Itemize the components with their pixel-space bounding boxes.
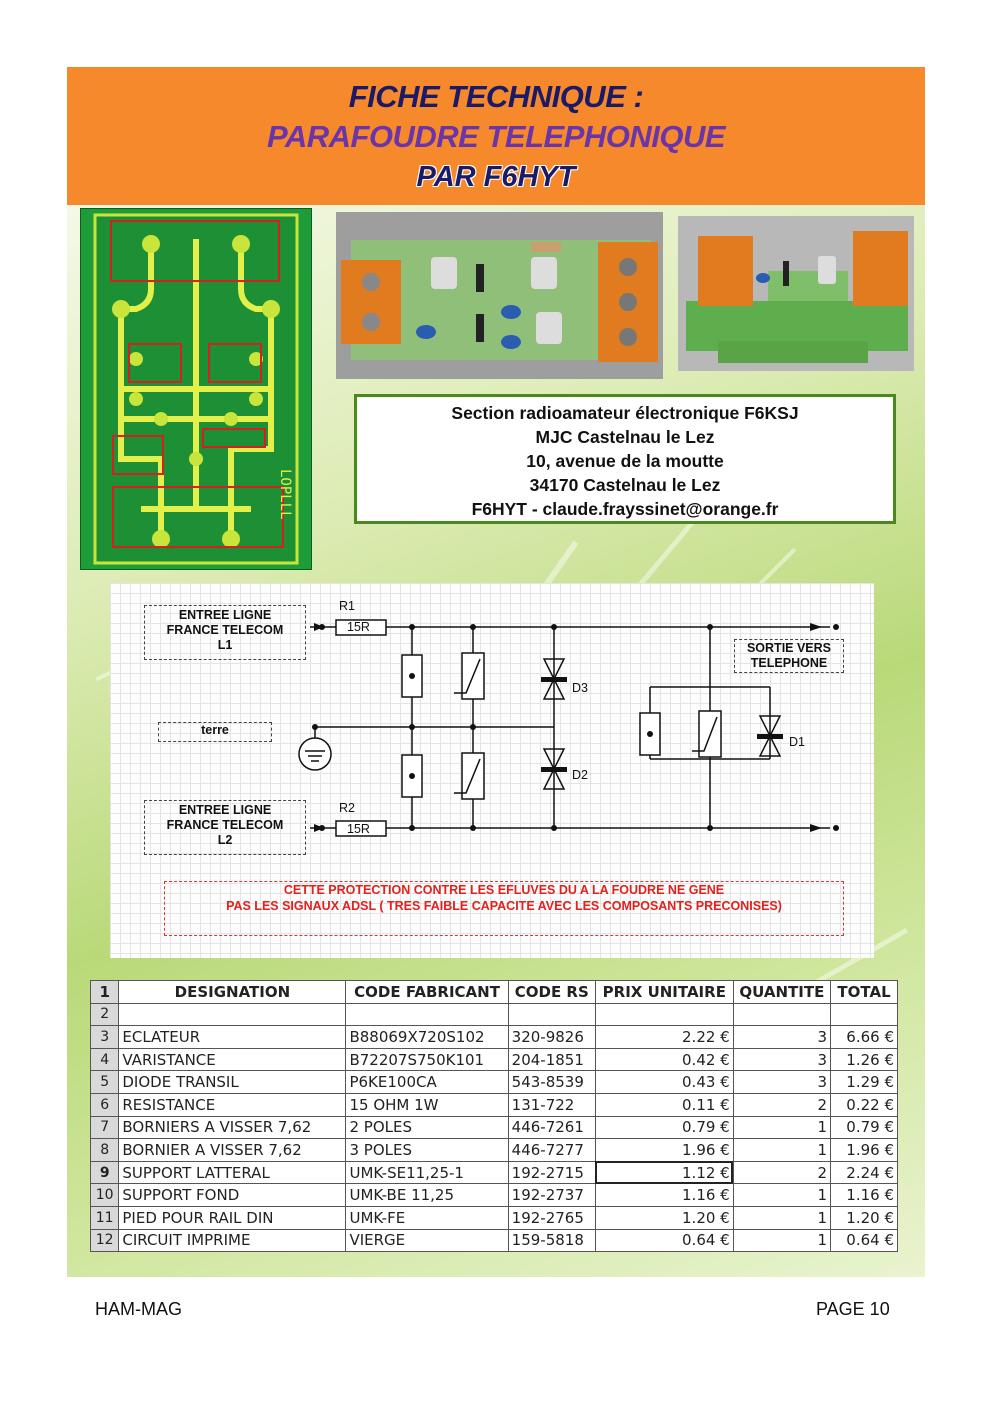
table-cell[interactable]: 0.79 € [595, 1116, 733, 1139]
ground-label: terre [158, 722, 272, 742]
table-cell[interactable]: 1 [733, 1116, 830, 1139]
address-line-5: F6HYT - claude.frayssinet@orange.fr [471, 499, 779, 519]
table-cell[interactable]: 3 POLES [346, 1139, 508, 1162]
table-cell[interactable]: 0.64 € [595, 1229, 733, 1252]
table-row [91, 1093, 898, 1116]
table-cell[interactable]: 1 [733, 1139, 830, 1162]
table-cell[interactable]: 1.29 € [831, 1071, 898, 1094]
table-cell[interactable]: 0.11 € [595, 1093, 733, 1116]
table-cell[interactable]: 15 OHM 1W [346, 1093, 508, 1116]
row-number[interactable]: 11 [91, 1206, 119, 1229]
table-row [91, 1139, 898, 1162]
table-cell[interactable]: 1.12 € [595, 1161, 733, 1184]
row-number[interactable]: 3 [91, 1026, 119, 1049]
table-cell[interactable]: VIERGE [346, 1229, 508, 1252]
schematic-diagram [110, 583, 874, 958]
table-cell[interactable]: B72207S750K101 [346, 1048, 508, 1071]
address-line-3: 10, avenue de la moutte [526, 451, 724, 471]
table-row [91, 1003, 898, 1026]
address-line-2: MJC Castelnau le Lez [535, 427, 715, 447]
d3-label: D3 [572, 681, 588, 695]
table-cell[interactable]: 0.79 € [831, 1116, 898, 1139]
adsl-note: CETTE PROTECTION CONTRE LES EFLUVES DU A LA FOUDRE NE GENE PAS LES SIGNAUX ADSL ( TRES FAIBLE CAPACITE AVEC LES COMPOSANTS PRECONISES) [164, 881, 844, 936]
table-row [91, 1071, 898, 1094]
table-cell[interactable]: 2 [733, 1093, 830, 1116]
row-number[interactable]: 7 [91, 1116, 119, 1139]
table-cell[interactable]: 0.42 € [595, 1048, 733, 1071]
column-header[interactable]: TOTAL [831, 981, 898, 1004]
row-number[interactable]: 12 [91, 1229, 119, 1252]
table-cell[interactable]: 446-7277 [508, 1139, 595, 1162]
input-l2-label: ENTREE LIGNE FRANCE TELECOM L2 [144, 800, 306, 855]
parts-table-body [91, 981, 898, 1252]
table-cell[interactable] [831, 1003, 898, 1026]
table-cell[interactable]: 1.26 € [831, 1048, 898, 1071]
table-row [91, 1116, 898, 1139]
table-row [91, 1048, 898, 1071]
row-number[interactable]: 1 [91, 981, 119, 1004]
table-cell[interactable]: ECLATEUR [119, 1026, 346, 1049]
table-cell[interactable]: 2.22 € [595, 1026, 733, 1049]
table-cell[interactable]: 2.24 € [831, 1161, 898, 1184]
pcb-layout-image [80, 208, 312, 570]
table-cell[interactable]: DIODE TRANSIL [119, 1071, 346, 1094]
r1-name: R1 [339, 599, 355, 613]
table-cell[interactable]: 320-9826 [508, 1026, 595, 1049]
title-line-3: PAR F6HYT [416, 161, 576, 193]
svg-text:LOPLLL: LOPLLL [277, 469, 293, 520]
table-cell[interactable]: 1.20 € [595, 1206, 733, 1229]
table-cell[interactable]: B88069X720S102 [346, 1026, 508, 1049]
table-cell[interactable]: UMK-BE 11,25 [346, 1184, 508, 1207]
row-number[interactable]: 10 [91, 1184, 119, 1207]
table-cell[interactable]: 1 [733, 1229, 830, 1252]
page-number: PAGE 10 [816, 1299, 890, 1319]
table-cell[interactable]: BORNIER A VISSER 7,62 [119, 1139, 346, 1162]
row-number[interactable]: 4 [91, 1048, 119, 1071]
input-l1-label: ENTREE LIGNE FRANCE TELECOM L1 [144, 605, 306, 660]
column-header[interactable]: CODE FABRICANT [346, 981, 508, 1004]
d2-label: D2 [572, 768, 588, 782]
table-header-row [91, 981, 898, 1004]
table-cell[interactable]: 3 [733, 1026, 830, 1049]
table-cell[interactable]: 1.16 € [595, 1184, 733, 1207]
r2-name: R2 [339, 801, 355, 815]
table-cell[interactable]: 0.43 € [595, 1071, 733, 1094]
column-header[interactable]: PRIX UNITAIRE [595, 981, 733, 1004]
din-rail-module-photo [678, 216, 914, 371]
table-cell[interactable]: SUPPORT LATTERAL [119, 1161, 346, 1184]
table-cell[interactable]: 543-8539 [508, 1071, 595, 1094]
table-row [91, 1161, 898, 1184]
table-cell[interactable]: 159-5818 [508, 1229, 595, 1252]
table-cell[interactable]: 2 POLES [346, 1116, 508, 1139]
column-header[interactable]: QUANTITE [733, 981, 830, 1004]
table-cell[interactable]: 1.20 € [831, 1206, 898, 1229]
table-cell[interactable]: RESISTANCE [119, 1093, 346, 1116]
table-cell[interactable]: 0.64 € [831, 1229, 898, 1252]
magazine-name: HAM-MAG [95, 1299, 182, 1319]
row-number[interactable]: 2 [91, 1003, 119, 1026]
table-cell[interactable] [346, 1003, 508, 1026]
table-cell[interactable]: UMK-SE11,25-1 [346, 1161, 508, 1184]
table-cell[interactable]: CIRCUIT IMPRIME [119, 1229, 346, 1252]
table-cell[interactable]: 204-1851 [508, 1048, 595, 1071]
title-line-1: FICHE TECHNIQUE : [348, 79, 644, 114]
schematic-wiring [110, 583, 874, 883]
address-line-4: 34170 Castelnau le Lez [529, 475, 721, 495]
table-cell[interactable]: 192-2737 [508, 1184, 595, 1207]
r1-value: 15R [347, 620, 370, 634]
row-number[interactable]: 6 [91, 1093, 119, 1116]
title-banner [67, 67, 925, 205]
address-line-1: Section radioamateur électronique F6KSJ [451, 403, 799, 423]
table-cell[interactable]: 6.66 € [831, 1026, 898, 1049]
table-cell[interactable]: 192-2765 [508, 1206, 595, 1229]
table-cell[interactable]: BORNIERS A VISSER 7,62 [119, 1116, 346, 1139]
output-phone-label: SORTIE VERS TELEPHONE [734, 639, 844, 673]
table-cell[interactable]: 2 [733, 1161, 830, 1184]
table-cell[interactable]: 131-722 [508, 1093, 595, 1116]
table-cell[interactable] [595, 1003, 733, 1026]
table-cell[interactable]: 3 [733, 1071, 830, 1094]
table-cell[interactable]: UMK-FE [346, 1206, 508, 1229]
table-cell[interactable]: 192-2715 [508, 1161, 595, 1184]
column-header[interactable]: DESIGNATION [119, 981, 346, 1004]
title-line-2: PARAFOUDRE TELEPHONIQUE [266, 119, 726, 154]
table-row [91, 1026, 898, 1049]
assembled-board-photo [336, 212, 663, 379]
table-cell[interactable]: 0.22 € [831, 1093, 898, 1116]
table-row [91, 1229, 898, 1252]
table-cell[interactable]: PIED POUR RAIL DIN [119, 1206, 346, 1229]
table-cell[interactable]: 1.16 € [831, 1184, 898, 1207]
table-row [91, 1184, 898, 1207]
table-row [91, 1206, 898, 1229]
table-cell[interactable]: SUPPORT FOND [119, 1184, 346, 1207]
table-cell[interactable]: 1.96 € [831, 1139, 898, 1162]
parts-list-table [90, 980, 898, 1252]
row-number[interactable]: 8 [91, 1139, 119, 1162]
d1-label: D1 [789, 735, 805, 749]
row-number[interactable]: 5 [91, 1071, 119, 1094]
table-cell[interactable]: VARISTANCE [119, 1048, 346, 1071]
table-cell[interactable]: P6KE100CA [346, 1071, 508, 1094]
club-address-box [354, 394, 896, 524]
table-cell[interactable] [508, 1003, 595, 1026]
r2-value: 15R [347, 822, 370, 836]
table-cell[interactable]: 446-7261 [508, 1116, 595, 1139]
table-cell[interactable]: 1.96 € [595, 1139, 733, 1162]
table-cell[interactable] [733, 1003, 830, 1026]
table-cell[interactable]: 3 [733, 1048, 830, 1071]
table-cell[interactable]: 1 [733, 1206, 830, 1229]
table-cell[interactable]: 1 [733, 1184, 830, 1207]
table-cell[interactable] [119, 1003, 346, 1026]
row-number[interactable]: 9 [91, 1161, 119, 1184]
column-header[interactable]: CODE RS [508, 981, 595, 1004]
